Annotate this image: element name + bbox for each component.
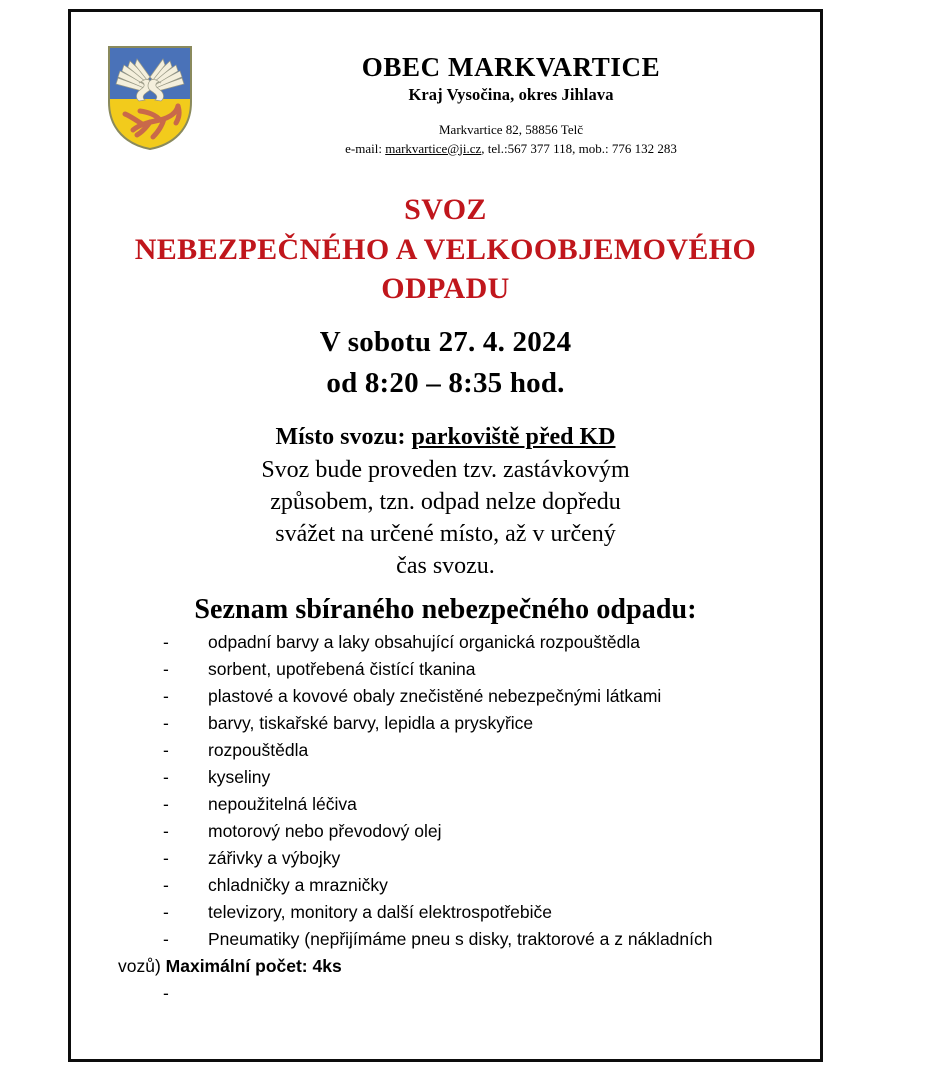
list-bullet-dash: -: [163, 902, 169, 922]
list-item-label: odpadní barvy a laky obsahující organická rozpouštědla: [208, 632, 640, 652]
list-item: [163, 629, 803, 656]
list-item: [163, 683, 803, 710]
collection-note-line-1: Svoz bude proveden tzv. zastávkovým: [261, 456, 630, 483]
list-item-label: sorbent, upotřebená čistící tkanina: [208, 659, 476, 679]
list-item: [163, 656, 803, 683]
list-item: [163, 710, 803, 737]
organization-contact: [221, 140, 801, 158]
list-item-label: rozpouštědla: [208, 740, 309, 760]
collection-date-block: [71, 322, 820, 404]
collection-time: od 8:20 – 8:35 hod.: [326, 367, 565, 400]
list-item: [163, 791, 803, 818]
list-bullet-dash: -: [163, 794, 169, 814]
waste-list: [118, 629, 803, 1007]
list-item-label: motorový nebo převodový olej: [208, 821, 442, 841]
list-item: [163, 872, 803, 899]
notice-title: [71, 190, 820, 309]
list-bullet-dash: -: [163, 929, 169, 949]
list-item-label: zářivky a výbojky: [208, 848, 341, 868]
list-item-pneumatiky: [163, 926, 803, 953]
list-item-label: nepoužitelná léčiva: [208, 794, 357, 814]
organization-region: Kraj Vysočina, okres Jihlava: [408, 85, 614, 105]
list-item: [163, 899, 803, 926]
waste-list-heading: Seznam sbíraného nebezpečného odpadu:: [194, 594, 697, 625]
list-item-empty: [163, 980, 803, 1007]
contact-phone-text: , tel.:567 377 118, mob.: 776 132 283: [481, 140, 677, 156]
wrap-line-plain: vozů): [118, 956, 166, 976]
document-page-frame: [68, 9, 823, 1062]
collection-note-line-3: svážet na určené místo, až v určený: [275, 520, 616, 547]
email-link[interactable]: markvartice@ji.cz: [385, 140, 482, 156]
notice-title-line-3: ODPADU: [381, 272, 510, 306]
list-item: [163, 737, 803, 764]
list-item-label: plastové a kovové obaly znečistěné nebezpečnými látkami: [208, 686, 662, 706]
collection-place-block: [71, 422, 820, 583]
coat-of-arms-icon: [106, 44, 194, 152]
list-bullet-dash: -: [163, 686, 169, 706]
organization-name: OBEC MARKVARTICE: [361, 52, 661, 82]
list-bullet-dash: -: [163, 767, 169, 787]
list-bullet-dash: -: [163, 875, 169, 895]
document-header: [71, 12, 820, 172]
list-bullet-dash: -: [163, 740, 169, 760]
list-item: [163, 818, 803, 845]
contact-email-prefix: e-mail:: [345, 140, 386, 156]
notice-title-line-1: SVOZ: [404, 193, 487, 226]
organization-address: Markvartice 82, 58856 Telč: [439, 122, 583, 138]
list-bullet-dash: -: [163, 983, 169, 1003]
list-bullet-dash: -: [163, 659, 169, 679]
list-bullet-dash: -: [163, 632, 169, 652]
max-count-note: Maximální počet: 4ks: [165, 956, 342, 976]
collection-place-label: Místo svozu:: [275, 424, 412, 450]
collection-note-line-2: způsobem, tzn. odpad nelze dopředu: [270, 488, 621, 515]
list-bullet-dash: -: [163, 848, 169, 868]
list-item-label: barvy, tiskařské barvy, lepidla a pryskyřice: [208, 713, 534, 733]
collection-note-line-4: čas svozu.: [396, 552, 495, 579]
list-item-label: chladničky a mrazničky: [208, 875, 388, 895]
list-bullet-dash: -: [163, 821, 169, 841]
list-item: [163, 845, 803, 872]
notice-title-line-2: NEBEZPEČNÉHO A VELKOOBJEMOVÉHO: [134, 232, 757, 266]
list-item-label: Pneumatiky (nepřijímáme pneu s disky, traktorové a z nákladních: [208, 929, 713, 949]
list-item-label: televizory, monitory a další elektrospotřebiče: [208, 902, 552, 922]
list-item-pneumatiky-wrap: [118, 953, 803, 980]
organization-block: [221, 52, 801, 157]
collection-date: V sobotu 27. 4. 2024: [319, 326, 572, 358]
list-item-label: kyseliny: [208, 767, 271, 787]
list-item: [163, 764, 803, 791]
list-bullet-dash: -: [163, 713, 169, 733]
collection-place-value: parkoviště před KD: [411, 424, 616, 450]
collection-place-heading: [71, 422, 820, 454]
